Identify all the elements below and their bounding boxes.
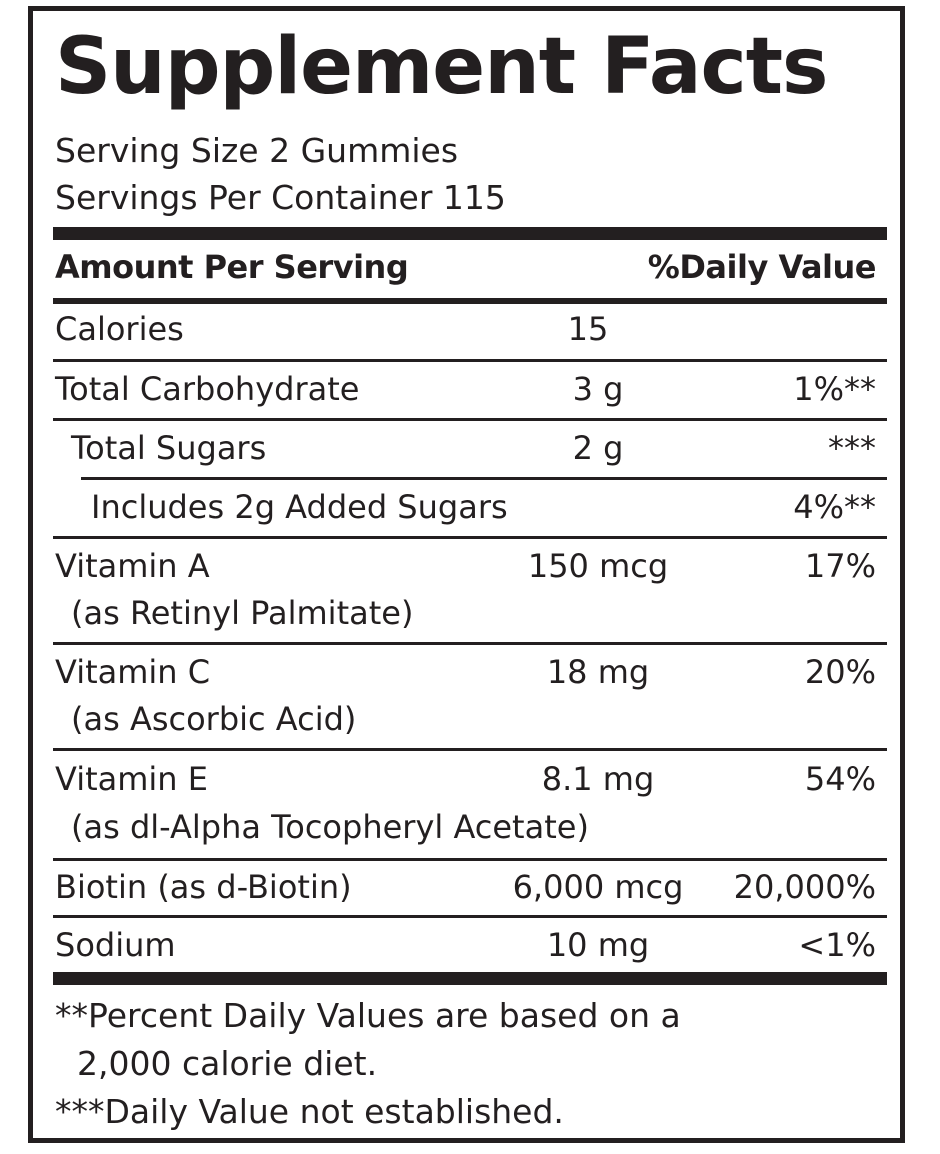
nutrient-name: Vitamin A — [55, 547, 210, 585]
nutrient-dv: 54% — [804, 760, 876, 798]
footnote-dv-not-established: ***Daily Value not established. — [55, 1092, 564, 1131]
nutrient-name: Total Carbohydrate — [55, 370, 360, 408]
daily-value-header: %Daily Value — [647, 248, 876, 286]
nutrient-dv: <1% — [798, 926, 876, 964]
footnote-percent-dv: **Percent Daily Values are based on a — [55, 996, 681, 1035]
amount-per-serving-header: Amount Per Serving — [55, 248, 409, 286]
row-divider — [53, 642, 887, 645]
nutrient-name: Vitamin C — [55, 653, 211, 691]
nutrient-amount: 3 g — [572, 370, 624, 408]
nutrient-name: Vitamin E — [55, 760, 208, 798]
nutrient-amount: 2 g — [572, 429, 624, 467]
nutrient-dv: 17% — [804, 547, 876, 585]
nutrient-amount: 18 mg — [546, 653, 650, 691]
nutrient-source: (as dl-Alpha Tocopheryl Acetate) — [71, 808, 589, 846]
row-divider — [53, 536, 887, 539]
supplement-facts-panel — [28, 6, 905, 1143]
nutrient-name: Sodium — [55, 926, 176, 964]
header-rule — [53, 298, 887, 304]
nutrient-name: Biotin (as d-Biotin) — [55, 868, 352, 906]
nutrient-dv: 1%** — [793, 370, 876, 408]
servings-per-container: Servings Per Container 115 — [55, 178, 506, 217]
nutrient-dv: 4%** — [793, 488, 876, 526]
row-divider — [53, 858, 887, 861]
nutrient-dv: 20,000% — [733, 868, 876, 906]
nutrient-dv: *** — [828, 429, 876, 467]
nutrient-name: Total Sugars — [71, 429, 267, 467]
row-divider — [53, 915, 887, 918]
nutrient-amount: 8.1 mg — [541, 760, 655, 798]
footnote-calorie-diet: 2,000 calorie diet. — [77, 1044, 378, 1083]
row-divider — [53, 748, 887, 751]
nutrient-dv: 20% — [804, 653, 876, 691]
nutrient-name: Includes 2g Added Sugars — [91, 488, 508, 526]
row-divider — [53, 359, 887, 362]
nutrient-amount: 15 — [567, 310, 609, 348]
nutrient-source: (as Ascorbic Acid) — [71, 700, 357, 738]
nutrient-name: Calories — [55, 310, 184, 348]
nutrient-source: (as Retinyl Palmitate) — [71, 594, 414, 632]
nutrient-amount: 10 mg — [546, 926, 650, 964]
panel-title: Supplement Facts — [55, 22, 828, 112]
nutrient-amount: 6,000 mcg — [512, 868, 684, 906]
row-divider — [53, 418, 887, 421]
thick-rule — [53, 227, 887, 240]
thick-rule — [53, 972, 887, 985]
nutrient-amount: 150 mcg — [527, 547, 669, 585]
row-divider — [81, 477, 887, 480]
serving-size: Serving Size 2 Gummies — [55, 131, 459, 170]
